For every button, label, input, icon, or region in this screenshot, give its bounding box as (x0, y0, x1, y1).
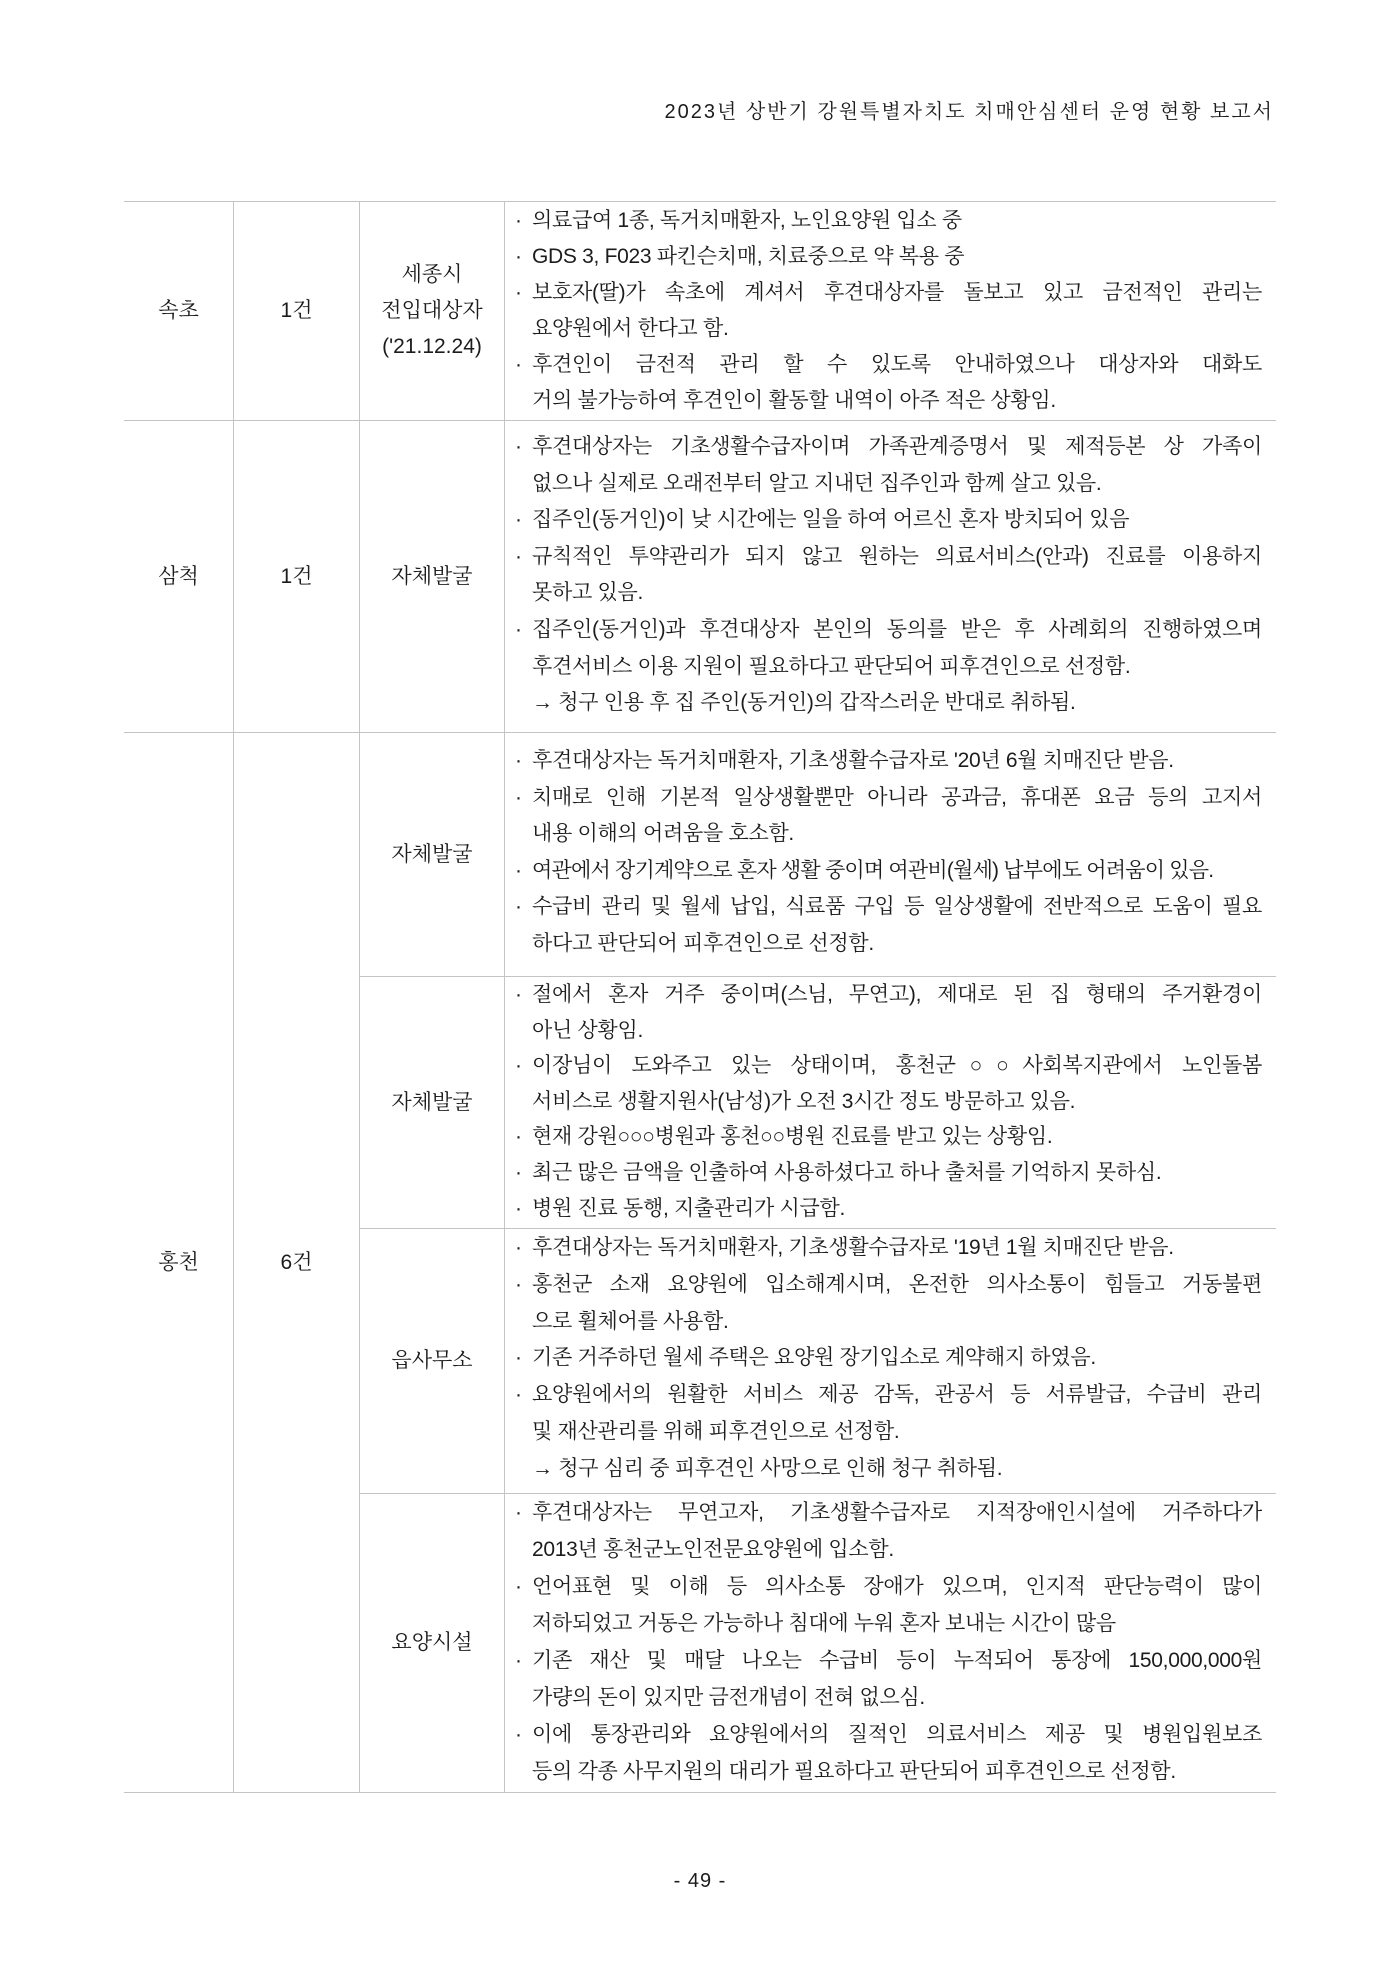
bullet-marker: · (515, 1383, 522, 1407)
bullet-line: 의료급여 1종, 독거치매환자, 노인요양원 입소 중 (532, 209, 962, 232)
bullet-item (515, 1642, 1262, 1716)
bullet-marker: · (515, 1054, 522, 1078)
type-line: 읍사무소 (391, 1349, 473, 1372)
subcase-row (360, 1228, 1276, 1493)
bullet-marker: · (515, 1346, 522, 1370)
type-line: 전입대상자 (381, 299, 483, 322)
bullet-marker: · (515, 895, 522, 919)
type-line: 세종시 (401, 263, 463, 286)
bullet-marker: · (515, 209, 522, 232)
bullet-line: 서비스로 생활지원사(남성)가 오전 3시간 정도 방문하고 있음. (532, 1089, 1076, 1113)
bullet-line: 요양원에서 한다고 함. (532, 317, 729, 340)
bullet-item (515, 612, 1262, 722)
region-label: 속초 (158, 299, 199, 322)
bullet-marker: · (515, 1575, 522, 1598)
bullet-line: GDS 3, F023 파킨슨치매, 치료중으로 약 복용 중 (532, 245, 965, 268)
bullet-line: 언어표현 및 이해 등 의사소통 장애가 있으며, 인지적 판단능력이 많이 (532, 1575, 1262, 1598)
subcase-row (360, 1493, 1276, 1792)
bullet-line: 후견대상자는 독거치매환자, 기초생활수급자로 '19년 1월 치매진단 받음. (532, 1236, 1174, 1259)
bullet-line: 홍천군 소재 요양원에 입소해계시며, 온전한 의사소통이 힘들고 거동불편 (532, 1272, 1262, 1296)
bullet-marker: · (515, 1236, 522, 1259)
table-row-samcheok (124, 420, 1276, 732)
bullet-line: 후견서비스 이용 지원이 필요하다고 판단되어 피후견인으로 선정함. (532, 654, 1131, 678)
region-cell (124, 421, 234, 732)
bullet-line: 병원 진료 동행, 지출관리가 시급함. (532, 1196, 846, 1220)
bullet-item (515, 1048, 1262, 1119)
table-row-sokcho (124, 201, 1276, 420)
bullet-line: 절에서 혼자 거주 중이며(스님, 무연고), 제대로 된 집 형태의 주거환경이 (532, 983, 1262, 1006)
region-label: 홍천 (158, 1250, 199, 1274)
bullet-line: 현재 강원○○○병원과 홍천○○병원 진료를 받고 있는 상황임. (532, 1125, 1053, 1149)
bullet-line: 후견대상자는 무연고자, 기초생활수급자로 지적장애인시설에 거주하다가 (532, 1501, 1262, 1524)
bullet-marker: · (515, 1196, 522, 1220)
bullet-item (515, 239, 1262, 275)
detail-cell (505, 1229, 1276, 1493)
type-line: 자체발굴 (391, 842, 473, 866)
bullet-marker: · (515, 508, 522, 532)
detail-cell (505, 1494, 1276, 1792)
bullet-line: 요양원에서의 원활한 서비스 제공 감독, 관공서 등 서류발급, 수급비 관리 (532, 1383, 1262, 1407)
result-note-line: → 청구 인용 후 집 주인(동거인)의 갑작스러운 반대로 취하됨. (532, 691, 1076, 715)
bullet-marker: · (515, 1501, 522, 1524)
bullet-marker: · (515, 749, 522, 772)
bullet-item (515, 275, 1262, 347)
bullet-line: 수급비 관리 및 월세 납입, 식료품 구입 등 일상생활에 전반적으로 도움이 필요 (532, 895, 1262, 919)
case-count: 6건 (280, 1250, 313, 1274)
type-cell (360, 421, 505, 732)
bullet-line: 집주인(동거인)이 낮 시간에는 일을 하여 어르신 혼자 방치되어 있음 (532, 508, 1130, 532)
type-cell (360, 733, 505, 976)
detail-cell (505, 977, 1276, 1228)
bullet-item (515, 429, 1262, 502)
bullet-line: 보호자(딸)가 속초에 계셔서 후견대상자를 돌보고 있고 금전적인 관리는 (532, 281, 1262, 304)
result-note-line: → 청구 심리 중 피후견인 사망으로 인해 청구 취하됨. (532, 1456, 1003, 1480)
table-row-hongcheon (124, 732, 1276, 1792)
bullet-marker: · (515, 1272, 522, 1296)
bullet-marker: · (515, 435, 522, 458)
subcase-row (360, 976, 1276, 1228)
bullet-marker: · (515, 544, 522, 568)
bullet-line: 여관에서 장기계약으로 혼자 생활 중이며 여관비(월세) 납부에도 어려움이 있음. (532, 858, 1214, 882)
bullet-item (515, 539, 1262, 612)
bullet-line: 및 재산관리를 위해 피후견인으로 선정함. (532, 1419, 900, 1443)
type-cell (360, 977, 505, 1228)
bullet-item (515, 1494, 1262, 1568)
bullet-line: 후견대상자는 기초생활수급자이며 가족관계증명서 및 제적등본 상 가족이 (532, 435, 1262, 458)
bullet-line: 기존 재산 및 매달 나오는 수급비 등이 누적되어 통장에 150,000,000원 (532, 1649, 1262, 1672)
bullet-marker: · (515, 245, 522, 268)
bullet-line: 치매로 인해 기본적 일상생활뿐만 아니라 공과금, 휴대폰 요금 등의 고지서 (532, 785, 1262, 809)
bullet-line: 후견인이 금전적 관리 할 수 있도록 안내하였으나 대상자와 대화도 (532, 353, 1262, 376)
type-cell (360, 202, 505, 420)
bullet-item (515, 853, 1262, 890)
bullet-item (515, 1568, 1262, 1642)
bullet-item (515, 203, 1262, 239)
type-line: ('21.12.24) (382, 335, 482, 358)
bullet-marker: · (515, 1649, 522, 1672)
bullet-line: 내용 이해의 어려움을 호소함. (532, 822, 794, 846)
bullet-line: 등의 각종 사무지원의 대리가 필요하다고 판단되어 피후견인으로 선정함. (532, 1760, 1176, 1783)
bullet-line: 최근 많은 금액을 인출하여 사용하셨다고 하나 출처를 기억하지 못하심. (532, 1160, 1162, 1184)
bullet-line: 규칙적인 투약관리가 되지 않고 원하는 의료서비스(안과) 진료를 이용하지 (532, 544, 1262, 568)
bullet-item (515, 347, 1262, 419)
bullet-marker: · (515, 983, 522, 1006)
bullet-line: 저하되었고 거동은 가능하나 침대에 누워 혼자 보내는 시간이 많음 (532, 1612, 1116, 1635)
type-cell (360, 1229, 505, 1493)
bullet-line: 후견대상자는 독거치매환자, 기초생활수급자로 '20년 6월 치매진단 받음. (532, 749, 1174, 772)
bullet-item (515, 1191, 1262, 1227)
bullet-marker: · (515, 281, 522, 304)
case-count: 1건 (280, 299, 313, 322)
bullet-line: 이장님이 도와주고 있는 상태이며, 홍천군○○사회복지관에서 노인돌봄 (532, 1054, 1262, 1078)
type-line: 자체발굴 (391, 564, 473, 588)
bullet-marker: · (515, 785, 522, 809)
bullet-marker: · (515, 353, 522, 376)
page-number: - 49 - (673, 1870, 727, 1892)
bullet-item (515, 977, 1262, 1048)
bullet-line: 못하고 있음. (532, 581, 643, 605)
bullet-line: 집주인(동거인)과 후견대상자 본인의 동의를 받은 후 사례회의 진행하였으며 (532, 617, 1262, 641)
bullet-marker: · (515, 1160, 522, 1184)
subcase-row (360, 733, 1276, 976)
bullet-item (515, 502, 1262, 539)
bullet-marker: · (515, 858, 522, 882)
detail-cell (505, 202, 1276, 420)
bullet-line: 없으나 실제로 오래전부터 알고 지내던 집주인과 함께 살고 있음. (532, 471, 1102, 495)
subcase-group (360, 733, 1276, 1792)
bullet-item (515, 780, 1262, 853)
region-cell (124, 202, 234, 420)
bullet-line: 가량의 돈이 있지만 금전개념이 전혀 없으심. (532, 1686, 925, 1709)
bullet-item (515, 1267, 1262, 1341)
case-table (124, 201, 1276, 1793)
bullet-line: 아닌 상황임. (532, 1018, 643, 1042)
bullet-item (515, 743, 1262, 780)
count-cell (234, 733, 360, 1792)
bullet-item (515, 1377, 1262, 1487)
bullet-line: 기존 거주하던 월세 주택은 요양원 장기입소로 계약해지 하였음. (532, 1346, 1096, 1370)
bullet-item (515, 1155, 1262, 1191)
detail-cell (505, 421, 1276, 732)
region-cell (124, 733, 234, 1792)
bullet-item (515, 1340, 1262, 1377)
detail-cell (505, 733, 1276, 976)
region-label: 삼척 (158, 564, 199, 588)
type-line: 자체발굴 (391, 1090, 473, 1114)
bullet-line: 이에 통장관리와 요양원에서의 질적인 의료서비스 제공 및 병원입원보조 (532, 1723, 1262, 1746)
bullet-line: 2013년 홍천군노인전문요양원에 입소함. (532, 1538, 894, 1561)
bullet-item (515, 1230, 1262, 1267)
bullet-line: 거의 불가능하여 후견인이 활동할 내역이 아주 적은 상황임. (532, 389, 1056, 412)
page-header-title: 2023년 상반기 강원특별자치도 치매안심센터 운영 현황 보고서 (664, 101, 1274, 123)
bullet-item (515, 1716, 1262, 1790)
bullet-line: 하다고 판단되어 피후견인으로 선정함. (532, 931, 874, 955)
count-cell (234, 421, 360, 732)
bullet-line: 으로 휠체어를 사용함. (532, 1309, 729, 1333)
bullet-marker: · (515, 1125, 522, 1149)
bullet-item (515, 1119, 1262, 1155)
type-line: 요양시설 (391, 1631, 473, 1654)
bullet-item (515, 889, 1262, 962)
case-count: 1건 (280, 564, 313, 588)
type-cell (360, 1494, 505, 1792)
bullet-marker: · (515, 1723, 522, 1746)
bullet-marker: · (515, 617, 522, 641)
count-cell (234, 202, 360, 420)
